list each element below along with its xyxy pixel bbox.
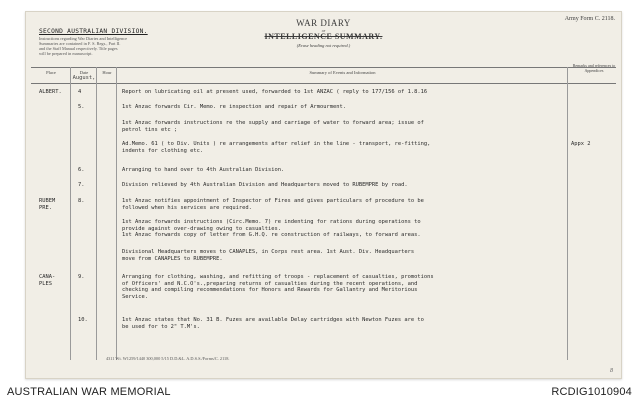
instructions [39,36,189,56]
entry-date: 4 [78,89,82,95]
column-divider [96,67,97,360]
table-top-rule [31,67,616,68]
record-id: RCDIG1010904 [551,386,632,398]
entry-date: 9. [78,274,85,280]
entry-line: followed when his services are required. [122,204,252,211]
column-divider [116,67,117,360]
entry-line: 1st Anzac notifies appointment of Inspector of Fires and gives particulars of procedure to be [122,198,424,204]
title-or: or [321,28,326,33]
column-header-remarks: Remarks and references to Appendices [572,63,616,73]
entry-date: 8. [78,198,85,204]
entry-date: 7. [78,182,85,188]
diary-title: WAR DIARY [296,18,351,28]
entry-line: indents for clothing etc. [122,147,204,154]
instruction-line: Summaries are contained in F. S. Regs., Part II. [39,41,121,46]
entry-line: petrol tins etc ; [122,126,178,133]
entry-line: provide against over-drawing owing to casualties. [122,225,282,232]
column-header-date [72,70,96,81]
printer-imprint: 4311 Wt. W1259/1440 300,000 5/15 D.D.&L. A.D.S.S./Forms/C. 2118. [106,356,230,361]
column-header-place: Place [46,70,56,75]
division-name: SECOND AUSTRALIAN DIVISION. [39,28,148,35]
entry-line: Ad.Memo. 61 ( to Div. Units ) re arrangements after relief in the line - transport, re-fitting, [122,141,431,147]
page-number: 8 [610,368,613,374]
entry-place: ALBERT. [39,89,62,95]
table-header-rule [31,83,616,84]
entry-line: Report on lubricating oil at present used, forwarded to 1st ANZAC ( reply to 177/156 of 1.8.16 [122,89,428,95]
entry-line: be used for to 2" T.M's. [122,323,200,330]
entry-date: 6. [78,167,85,173]
entry-line: Divisional Headquarters moves to CANAPLES, in Corps rest area. 1st Aust. Div. Headquarters [122,249,415,255]
column-header-summary: Summary of Events and Information [309,70,376,75]
entry-remark: Appx 2 [571,141,591,147]
entry-line: 1st Anzac forwards Cir. Memo. re inspection and repair of Armourment. [122,104,346,110]
war-diary-page [25,11,622,379]
diary-subtitle: INTELLIGENCE SUMMARY. [264,32,383,41]
column-divider [70,67,71,360]
entry-line: move from CANAPLES to RUBEMPRE. [122,255,223,262]
entry-line: 1st Anzac forwards instructions re the supply and carriage of water to forward area; issue of [122,120,424,126]
entry-line: Arranging for clothing, washing, and refitting of troops - replacement of casualties, promotions [122,274,434,280]
column-header-hour: Hour [102,70,112,75]
entry-date: 5. [78,104,85,110]
instruction-line: Instructions regarding War Diaries and Intelligence [39,36,127,41]
entry-line: checking and compiling recommendations for Honors and Rewards for Gallantry and Meritorious [122,287,418,294]
entry-date: 10. [78,317,88,323]
entry-place: RUBEM PRE. [39,198,56,211]
entry-place: CANA- PLES [39,274,56,287]
entry-line: 1st Anzac forwards instructions (Circ.Memo. 7) re indenting for rations during operations to [122,219,421,225]
entry-line: Service. [122,293,148,300]
instruction-line: and the Staff Manual respectively. Title pages [39,46,118,51]
column-header-month: August, [72,75,96,81]
entry-line: 1st Anzac states that No. 31 B. Fuzes are available Delay cartridges with Newton Fuzes are to [122,317,424,323]
instruction-line: will be prepared in manuscript. [39,51,93,56]
column-divider [567,67,568,360]
entry-line: Division relieved by 4th Australian Division and Headquarters moved to RUBEMPRE by road. [122,182,408,188]
archive-caption: AUSTRALIAN WAR MEMORIAL [7,386,171,398]
column-header-date-label: Date [79,70,89,75]
entry-line: of Officers' and N.C.O's.,preparing returns of casualties during the recent operations, and [122,280,418,287]
heading-note: (Erase heading not required.) [296,43,351,48]
army-form-number: Army Form C. 2118. [564,16,615,22]
entry-line: 1st Anzac forwards copy of letter from G.H.Q. re construction of railways, to forward areas. [122,232,421,239]
entry-line: Arranging to hand over to 4th Australian Division. [122,167,285,173]
